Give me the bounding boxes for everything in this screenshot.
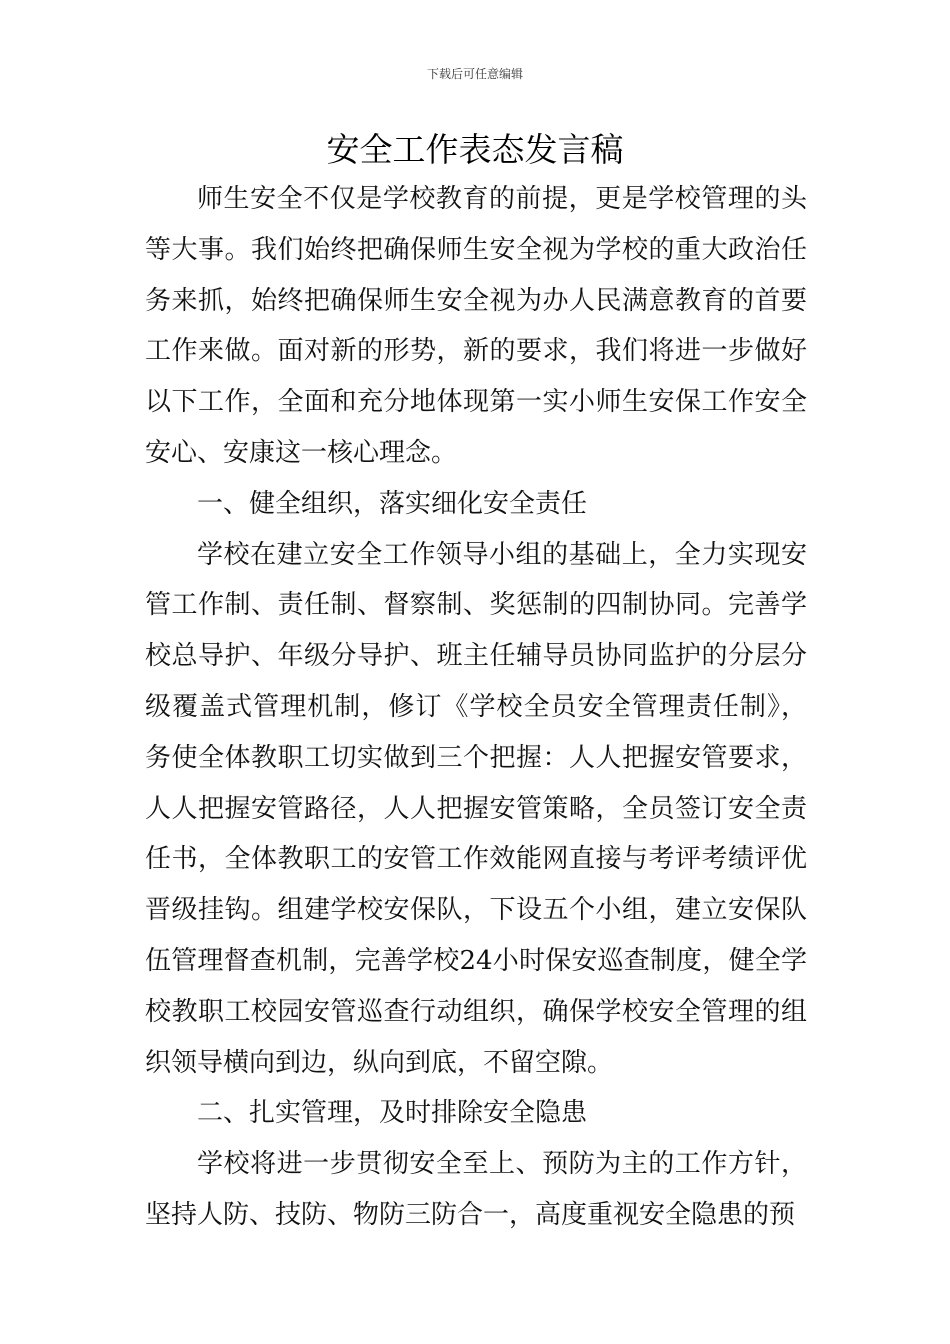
section-heading-1: 一、健全组织，落实细化安全责任 <box>197 488 588 519</box>
document-title: 安全工作表态发言稿 <box>326 130 624 169</box>
section-heading-2: 二、扎实管理，及时排除安全隐患 <box>197 1098 588 1129</box>
paragraph-section-2: 学校将进一步贯彻安全至上、预防为主的工作方针，坚持人防、技防、物防三防合一，高度重视安全隐患的预 <box>145 1149 807 1230</box>
paragraph-intro: 师生安全不仅是学校教育的前提，更是学校管理的头等大事。我们始终把确保师生安全视为学校的重大政治任务来抓，始终把确保师生安全视为办人民满意教育的首要工作来做。面对新的形势，新的要求，我们将进一步做好以下工作，全面和充分地体现第一实小师生安保工作安全安心、安康这一核心理念。 <box>145 184 807 468</box>
paragraph-section-1: 学校在建立安全工作领导小组的基础上，全力实现安管工作制、责任制、督察制、奖惩制的四制协同。完善学校总导护、年级分导护、班主任辅导员协同监护的分层分级覆盖式管理机制，修订《学校全员安全管理责任制》，务使全体教职工切实做到三个把握：人人把握安管要求，人人把握安管路径，人人把握安管策略，全员签订安全责任书，全体教职工的安管工作效能网直接与考评考绩评优晋级挂钩。组建学校安保队，下设五个小组，建立安保队伍管理督查机制，完善学校24小时保安巡查制度，健全学校教职工校园安管巡查行动组织，确保学校安全管理的组织领导横向到边，纵向到底，不留空隙。 <box>145 539 807 1078</box>
document-body <box>145 174 807 1241</box>
page-header-note: 下载后可任意编辑 <box>426 67 523 81</box>
